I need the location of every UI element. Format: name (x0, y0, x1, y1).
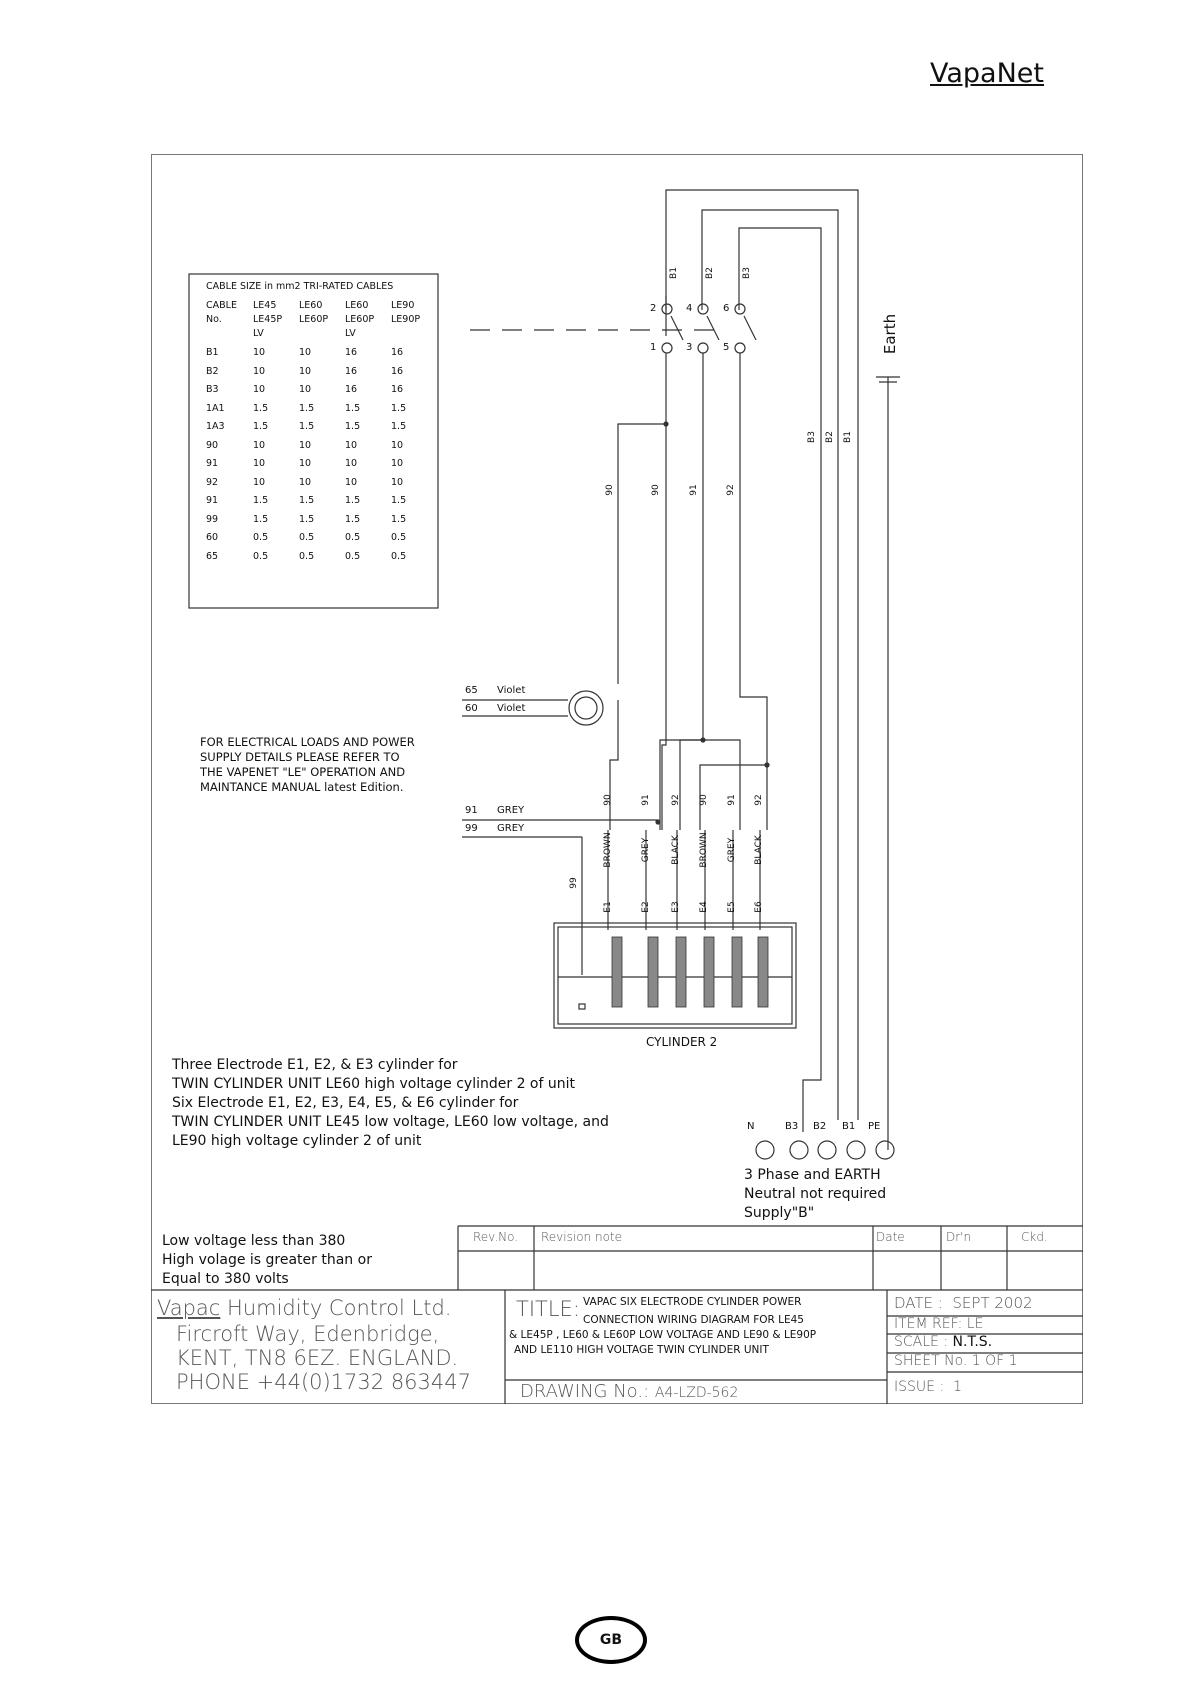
cable-col-header: LE60 (345, 300, 369, 311)
cable-cell: 1.5 (253, 513, 269, 525)
voltage-note: Low voltage less than 380 High volage is greater than or Equal to 380 volts (162, 1233, 372, 1287)
cable-cell: 99 (206, 513, 219, 525)
cable-cell: 1.5 (253, 402, 269, 414)
electrode-label: E1 (603, 901, 613, 913)
issue-field: ISSUE : 1 (894, 1379, 962, 1395)
electrode-note: Three Electrode E1, E2, & E3 cylinder for TWIN CYLINDER UNIT LE60 high voltage cylinder 2 of unit Six Electrode E1, E2, E3, E4, E5, & E6 cylinder for TWIN CYLINDER UNIT LE45 low voltage, LE60 low voltage, and LE90 high voltage cylinder 2 of unit (172, 1057, 609, 1149)
cable-cell: 10 (299, 458, 312, 469)
wire-num-99: 99 (569, 877, 579, 889)
cable-cell: 10 (253, 439, 266, 451)
cable-cell: 1.5 (345, 513, 361, 525)
electrode-label: E6 (754, 901, 764, 913)
terminal-b1: B1 (842, 1121, 856, 1132)
cable-cell: 91 (206, 458, 219, 469)
wire-num: 90 (603, 794, 613, 806)
cable-col-header: LE60P (345, 314, 375, 325)
cable-col-header: No. (206, 314, 222, 325)
wire-color: BROWN (603, 832, 613, 868)
cable-cell: 65 (206, 550, 219, 562)
wire-90-a (618, 353, 666, 684)
rev-note-header: Revision note (541, 1230, 622, 1244)
contact-3: 3 (686, 342, 693, 353)
cable-cell: 10 (253, 458, 266, 469)
contact-2: 2 (650, 303, 657, 314)
terminal-n: N (747, 1121, 755, 1132)
company-name: Vapac Humidity Control Ltd. (157, 1296, 452, 1320)
cable-cell: 0.5 (253, 532, 269, 543)
wire-color: BLACK (671, 835, 681, 865)
cable-col-header: LE60P (299, 314, 329, 325)
wire-num-90a: 90 (605, 484, 615, 496)
lead-65-num: 65 (465, 685, 478, 696)
cable-cell: 10 (253, 365, 266, 377)
cable-cell: 10 (299, 347, 312, 358)
wire-color: GREY (727, 837, 737, 863)
cable-cell: 92 (206, 476, 219, 488)
wire-color: GREY (641, 837, 651, 863)
lead-91-color: GREY (497, 805, 525, 816)
cable-cell: 90 (206, 439, 219, 451)
cable-cell: 16 (345, 384, 358, 395)
terminal-b3: B3 (785, 1121, 799, 1132)
cable-col-header: LE90P (391, 314, 421, 325)
title-line-2: CONNECTION WIRING DIAGRAM FOR LE45 (583, 1314, 804, 1326)
cable-table-title: CABLE SIZE in mm2 TRI-RATED CABLES (206, 281, 394, 292)
electrode-label: E3 (671, 901, 681, 913)
wire-label-b1-right: B1 (843, 431, 853, 443)
vapanet-brand: VapaNet (930, 58, 1044, 89)
contact-6: 6 (723, 303, 730, 314)
supply-note: 3 Phase and EARTH Neutral not required Supply"B" (744, 1167, 887, 1221)
cable-cell: 10 (345, 458, 358, 469)
cable-cell: 10 (253, 384, 266, 395)
title-line-1: VAPAC SIX ELECTRODE CYLINDER POWER (583, 1296, 802, 1308)
wire-b3-top (739, 228, 821, 1132)
lead-99-num: 99 (465, 823, 478, 834)
lead-60-color: Violet (497, 703, 526, 714)
wire-90-b (662, 424, 666, 830)
cable-cell: 16 (391, 347, 404, 358)
cable-cell: 1.5 (345, 495, 361, 506)
date-header: Date (876, 1230, 905, 1244)
cable-cell: 91 (206, 495, 219, 506)
item-ref-field: ITEM REF: LE (894, 1316, 984, 1332)
cable-cell: 10 (299, 476, 312, 488)
wire-label-b3: B3 (742, 267, 752, 279)
checked-header: Ckd. (1021, 1230, 1048, 1244)
cable-col-header: LV (253, 328, 264, 339)
rev-no-header: Rev.No. (473, 1230, 519, 1244)
cable-col-header: LE60 (299, 300, 323, 311)
cable-cell: B1 (206, 347, 219, 358)
cable-cell: 0.5 (391, 532, 407, 543)
cable-cell: 0.5 (253, 550, 269, 562)
wire-color: BLACK (754, 835, 764, 865)
electrode-label: E5 (727, 901, 737, 913)
cable-cell: B3 (206, 384, 219, 395)
wire-color: BROWN (699, 832, 709, 868)
cable-cell: 16 (345, 347, 358, 358)
cable-cell: 1.5 (299, 495, 315, 506)
cable-cell: 10 (391, 476, 404, 488)
wire-num: 91 (727, 794, 737, 806)
wire-num-91: 91 (689, 484, 699, 496)
electrode-label: E2 (641, 901, 651, 913)
wire-num-92: 92 (726, 484, 736, 496)
terminal-b2: B2 (813, 1121, 827, 1132)
cable-cell: 1.5 (345, 421, 361, 432)
cable-cell: 10 (391, 439, 404, 451)
cable-cell: 10 (253, 347, 266, 358)
cable-cell: 0.5 (345, 532, 361, 543)
wire-num-90b: 90 (651, 484, 661, 496)
cable-cell: 1.5 (299, 513, 315, 525)
electrode-label: E4 (699, 901, 709, 913)
cable-col-header: LE45P (253, 314, 283, 325)
title-label: TITLE: (516, 1297, 580, 1321)
cable-cell: 1.5 (299, 421, 315, 432)
lead-91-num: 91 (465, 805, 478, 816)
cable-cell: 10 (299, 384, 312, 395)
wire-label-b3-right: B3 (807, 431, 817, 443)
cable-cell: 0.5 (299, 532, 315, 543)
loads-note: FOR ELECTRICAL LOADS AND POWER SUPPLY DETAILS PLEASE REFER TO THE VAPENET "LE" OPERATION AND MAINTANCE MANUAL latest Edition. (200, 735, 415, 794)
company-address: Fircroft Way, Edenbridge, KENT, TN8 6EZ. ENGLAND. PHONE +44(0)1732 863447 (176, 1322, 471, 1394)
cable-cell: 10 (345, 439, 358, 451)
cable-col-header: LE90 (391, 300, 415, 311)
wire-label-b2-right: B2 (825, 431, 835, 443)
cable-cell: 10 (299, 439, 312, 451)
cable-cell: 1.5 (391, 495, 407, 506)
terminal-pe: PE (868, 1121, 881, 1132)
contact-1: 1 (650, 342, 657, 353)
drawing-number: DRAWING No.: A4-LZD-562 (520, 1381, 739, 1402)
lead-99-color: GREY (497, 823, 525, 834)
contact-5: 5 (723, 342, 730, 353)
contact-4: 4 (686, 303, 693, 314)
cable-col-header: LV (345, 328, 356, 339)
cable-cell: 1.5 (299, 402, 315, 414)
title-line-3: & LE45P , LE60 & LE60P LOW VOLTAGE AND LE90 & LE90P (509, 1329, 817, 1341)
lead-65-color: Violet (497, 685, 526, 696)
lead-60-num: 60 (465, 703, 478, 714)
wire-num: 92 (754, 794, 764, 806)
sheet-field: SHEET No. 1 OF 1 (894, 1353, 1018, 1369)
drawn-header: Dr'n (946, 1230, 972, 1244)
cable-cell: 0.5 (345, 550, 361, 562)
cable-cell: 0.5 (391, 550, 407, 562)
wire-91 (680, 353, 703, 830)
title-line-4: AND LE110 HIGH VOLTAGE TWIN CYLINDER UNIT (514, 1344, 769, 1356)
current-transformer (569, 691, 603, 725)
cable-cell: 1.5 (345, 402, 361, 414)
cable-cell: 16 (391, 384, 404, 395)
cable-cell: 16 (345, 365, 358, 377)
cable-cell: 16 (391, 365, 404, 377)
language-badge: GB (575, 1616, 647, 1664)
wire-label-b2: B2 (705, 267, 715, 279)
cable-cell: 10 (299, 365, 312, 377)
cable-cell: 1.5 (391, 513, 407, 525)
cable-cell: 10 (391, 458, 404, 469)
wire-num: 91 (641, 794, 651, 806)
cable-col-header: CABLE (206, 300, 237, 311)
date-field: DATE : SEPT 2002 (894, 1294, 1033, 1312)
earth-label: Earth (881, 313, 899, 355)
cylinder-label: CYLINDER 2 (646, 1035, 718, 1049)
cable-cell: B2 (206, 365, 219, 377)
cable-col-header: LE45 (253, 300, 277, 311)
cable-cell: 0.5 (299, 550, 315, 562)
cable-cell: 60 (206, 532, 219, 543)
cable-cell: 1A3 (206, 421, 225, 432)
wire-label-b1: B1 (669, 267, 679, 279)
cable-cell: 1.5 (253, 495, 269, 506)
cable-cell: 1.5 (253, 421, 269, 432)
cable-cell: 1A1 (206, 402, 225, 414)
cable-cell: 10 (345, 476, 358, 488)
wire-num: 92 (671, 794, 681, 806)
wire-num: 90 (699, 794, 709, 806)
scale-field: SCALE : N.T.S. (894, 1334, 993, 1350)
cable-cell: 10 (253, 476, 266, 488)
cable-cell: 1.5 (391, 421, 407, 432)
wire-92 (740, 353, 767, 830)
cable-cell: 1.5 (391, 402, 407, 414)
